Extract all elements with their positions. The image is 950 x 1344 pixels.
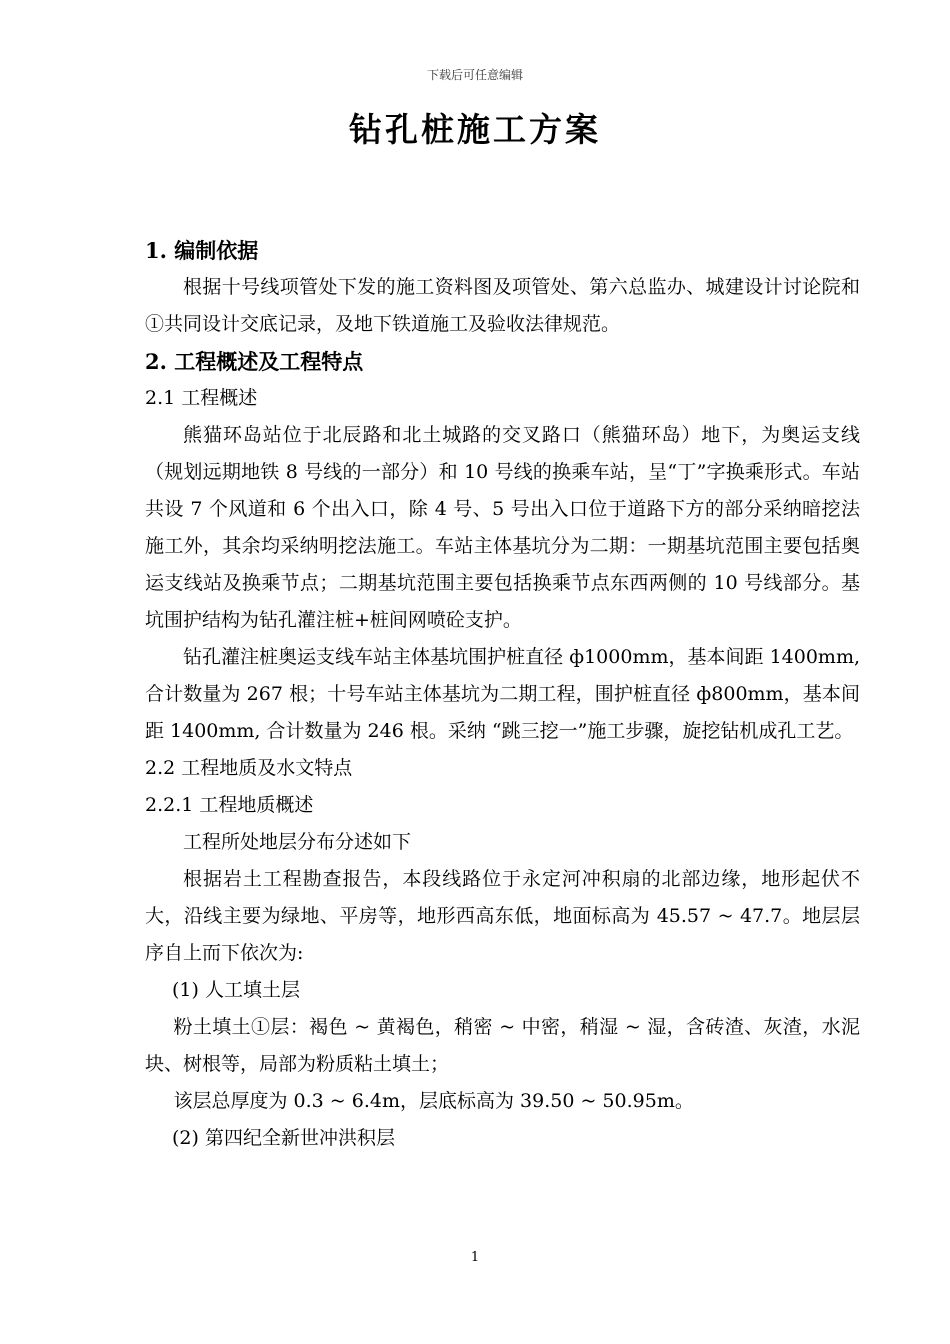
page-header: 下载后可任意编辑: [426, 68, 523, 82]
paragraph: 熊猫环岛站位于北辰路和北土城路的交叉路口（熊猫环岛）地下，为奥运支线（规划远期地铁 8 号线的一部分）和 10 号线的换乘车站，呈“丁”字换乘形式。车站共设 7 个风道和 6 个出入口，除 4 号、5 号出入口位于道路下方的部分采纳暗挖法施工外，其余均采纳明挖法施工。车站主体基坑分为二期：一期基坑范围主要包括奥运支线站及换乘节点；二期基坑范围主要包括换乘节点东西两侧的 10 号线部分。基坑围护结构为钻孔灌注桩+桩间网喷砼支护。: [145, 424, 860, 631]
section-heading-1: 1. 编制依据: [145, 238, 259, 263]
page-number: 1: [470, 1250, 480, 1265]
paragraph: 该层总厚度为 0.3 ~ 6.4m，层底标高为 39.50 ~ 50.95m。: [173, 1090, 694, 1112]
layer-heading-1: (1) 人工填土层: [172, 979, 300, 1001]
subsection-heading-2-2-1: 2.2.1 工程地质概述: [145, 794, 314, 816]
document-body: [145, 232, 860, 1157]
paragraph: 根据十号线项管处下发的施工资料图及项管处、第六总监办、城建设计讨论院和①共同设计交底记录，及地下铁道施工及验收法律规范。: [145, 276, 860, 335]
paragraph: 工程所处地层分布分述如下: [183, 831, 412, 853]
layer-heading-2: (2) 第四纪全新世冲洪积层: [172, 1127, 395, 1149]
document-title: 钻孔桩施工方案: [349, 110, 601, 149]
paragraph: 根据岩土工程勘查报告，本段线路位于永定河冲积扇的北部边缘，地形起伏不大，沿线主要为绿地、平房等，地形西高东低，地面标高为 45.57 ~ 47.7。地层层序自上而下依次为:: [145, 868, 860, 964]
paragraph: 粉土填土①层：褐色 ~ 黄褐色，稍密 ~ 中密，稍湿 ~ 湿，含砖渣、灰渣，水泥块、树根等，局部为粉质粘土填土；: [145, 1016, 860, 1075]
section-heading-2: 2. 工程概述及工程特点: [145, 349, 364, 374]
subsection-heading-2-2: 2.2 工程地质及水文特点: [145, 757, 353, 779]
paragraph: 钻孔灌注桩奥运支线车站主体基坑围护桩直径 ф1000mm，基本间距 1400mm, 合计数量为 267 根；十号车站主体基坑为二期工程，围护桩直径 ф800mm，基本间距 1400mm, 合计数量为 246 根。采纳 “跳三挖一”施工步骤，旋挖钻机成孔工艺。: [145, 646, 860, 742]
subsection-heading-2-1: 2.1 工程概述: [145, 387, 258, 409]
